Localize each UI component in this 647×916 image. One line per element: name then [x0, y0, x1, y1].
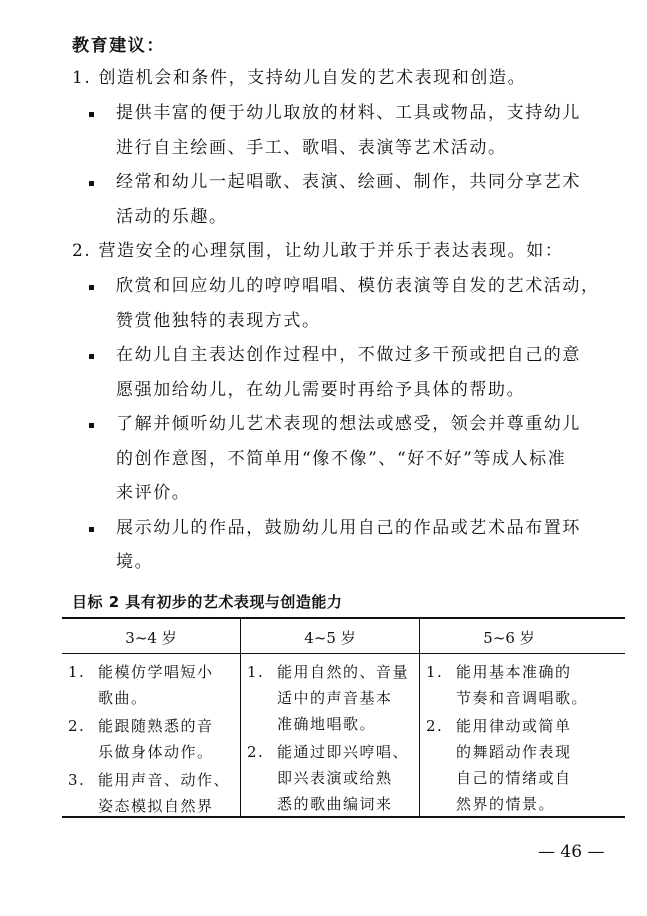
item-number: 2. — [72, 241, 92, 261]
bullet-icon — [89, 527, 94, 532]
bullet-text-line: 愿强加给幼儿，在幼儿需要时再给予具体的帮助。 — [116, 379, 526, 400]
bullet-text-line: 的创作意图，不简单用“像不像”、“好不好”等成人标准 — [116, 448, 567, 469]
cell-item-line: 即兴表演或给熟 — [277, 769, 393, 787]
column-header-4-5: 4~5 岁 — [304, 629, 356, 647]
item-text: 创造机会和条件，支持幼儿自发的艺术表现和创造。 — [98, 68, 527, 88]
cell-item-line: 准确地唱歌。 — [277, 715, 377, 733]
cell-item-line: 歌曲。 — [98, 689, 148, 707]
cell-item-line: 节奏和音调唱歌。 — [456, 689, 589, 707]
section-heading: 教育建议： — [72, 36, 165, 56]
cell-list-item — [68, 713, 230, 765]
cell-item-line: 能用律动或简单 — [456, 717, 572, 735]
numbered-item — [72, 68, 526, 88]
cell-item-number: 2. — [68, 717, 86, 735]
cell-item-line: 能模仿学唱短小 — [98, 663, 214, 681]
cell-list-item — [247, 739, 409, 817]
bullet-text-line: 活动的乐趣。 — [116, 206, 228, 227]
table-top-rule — [62, 617, 625, 619]
cell-item-line: 然界的情景。 — [456, 795, 556, 813]
cell-item-number: 2. — [247, 743, 265, 761]
cell-item-number: 1. — [68, 663, 86, 681]
cell-list-item — [247, 659, 409, 737]
bullet-icon — [89, 285, 94, 290]
table-cell — [247, 659, 409, 819]
bullet-text-line: 境。 — [116, 552, 154, 572]
table-header-rule — [62, 653, 625, 654]
page-number: — 46 — — [538, 842, 605, 862]
bullet-icon — [89, 112, 94, 117]
cell-item-number: 3. — [68, 771, 86, 789]
cell-item-number: 2. — [426, 717, 444, 735]
goal-title: 目标 2 具有初步的艺术表现与创造能力 — [72, 593, 343, 611]
cell-item-line: 能跟随熟悉的音 — [98, 717, 214, 735]
cell-list-item — [68, 767, 230, 819]
cell-item-line: 适中的声音基本 — [277, 689, 393, 707]
cell-item-line: 悉的歌曲编词来 — [277, 795, 393, 813]
bullet-text-line: 赞赏他独特的表现方式。 — [116, 310, 321, 331]
table-cell — [68, 659, 230, 821]
column-header-5-6: 5~6 岁 — [483, 629, 535, 647]
cell-item-line: 乐做身体动作。 — [98, 743, 214, 761]
cell-item-number: 1. — [426, 663, 444, 681]
bullet-text-line: 经常和幼儿一起唱歌、表演、绘画、制作，共同分享艺术 — [116, 172, 581, 192]
cell-item-line: 能用声音、动作、 — [98, 771, 231, 789]
table-cell — [426, 659, 588, 819]
cell-item-line: 姿态模拟自然界 — [98, 797, 214, 815]
cell-item-line: 自己的情绪或自 — [456, 769, 572, 787]
bullet-text-line: 提供丰富的便于幼儿取放的材料、工具或物品，支持幼儿 — [116, 103, 581, 123]
bullet-icon — [89, 423, 94, 428]
cell-item-line: 的舞蹈动作表现 — [456, 743, 572, 761]
numbered-item — [72, 241, 563, 261]
cell-item-line: 能用自然的、音量 — [277, 663, 410, 681]
bullet-icon — [89, 181, 94, 186]
cell-item-line: 能通过即兴哼唱、 — [277, 743, 410, 761]
bullet-text-line: 了解并倾听幼儿艺术表现的想法或感受，领会并尊重幼儿 — [116, 414, 581, 434]
bullet-text-line: 在幼儿自主表达创作过程中，不做过多干预或把自己的意 — [116, 345, 581, 365]
cell-list-item — [68, 659, 230, 711]
column-header-3-4: 3~4 岁 — [125, 629, 177, 647]
cell-list-item — [426, 659, 588, 711]
cell-list-item — [426, 713, 588, 817]
cell-item-number: 1. — [247, 663, 265, 681]
bullet-icon — [89, 354, 94, 359]
cell-item-line: 能用基本准确的 — [456, 663, 572, 681]
bullet-text-line: 展示幼儿的作品，鼓励幼儿用自己的作品或艺术品布置环 — [116, 517, 581, 538]
item-number: 1. — [72, 68, 92, 88]
bullet-text-line: 欣赏和回应幼儿的哼哼唱唱、模仿表演等自发的艺术活动， — [116, 276, 600, 296]
item-text: 营造安全的心理氛围，让幼儿敢于并乐于表达表现。如： — [98, 241, 564, 261]
bullet-text-line: 进行自主绘画、手工、歌唱、表演等艺术活动。 — [116, 137, 507, 158]
bullet-text-line: 来评价。 — [116, 483, 191, 503]
